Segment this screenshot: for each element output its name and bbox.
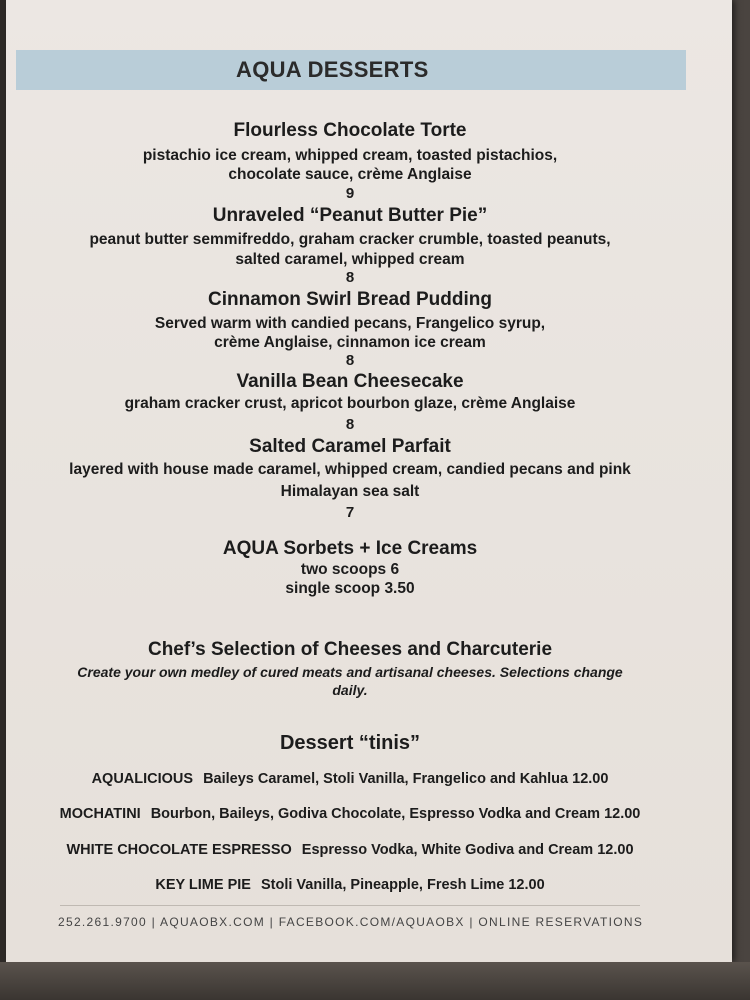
sorbets-single-scoop: single scoop 3.50 (285, 580, 415, 597)
drink-description: Espresso Vodka, White Godiva and Cream 12.00 (301, 842, 634, 858)
item-name: Salted Caramel Parfait (249, 436, 451, 457)
drink-description: Bourbon, Baileys, Godiva Chocolate, Espresso Vodka and Cream 12.00 (150, 806, 641, 822)
cheeses-description: Create your own medley of cured meats and artisanal cheeses. Selections change (77, 664, 623, 680)
tinis-heading: Dessert “tinis” (279, 732, 421, 754)
item-description: pistachio ice cream, whipped cream, toasted pistachios, (142, 147, 558, 164)
drink-row (0, 842, 700, 858)
item-price: 8 (345, 352, 355, 369)
item-name: Cinnamon Swirl Bread Pudding (208, 289, 492, 310)
drink-row (0, 806, 700, 822)
item-description: graham cracker crust, apricot bourbon glaze, crème Anglaise (124, 395, 576, 412)
item-description: crème Anglaise, cinnamon ice cream (214, 334, 486, 351)
item-description: Himalayan sea salt (280, 483, 420, 500)
item-description: salted caramel, whipped cream (235, 251, 465, 268)
drink-name: AQUALICIOUS (91, 771, 194, 787)
cheeses-heading: Chef’s Selection of Cheeses and Charcuterie (147, 639, 553, 660)
item-name: Flourless Chocolate Torte (233, 120, 467, 141)
footer-divider (60, 905, 640, 906)
drink-description: Baileys Caramel, Stoli Vanilla, Frangelico and Kahlua 12.00 (203, 771, 609, 787)
footer-contact: 252.261.9700 | AQUAOBX.COM | FACEBOOK.COM/AQUAOBX | ONLINE RESERVATIONS (58, 915, 644, 929)
item-price: 9 (345, 185, 355, 202)
item-description: layered with house made caramel, whipped cream, candied pecans and pink (69, 461, 631, 478)
page-title: AQUA DESSERTS (236, 57, 429, 82)
drink-name: KEY LIME PIE (155, 877, 251, 893)
item-description: Served warm with candied pecans, Frangelico syrup, (154, 315, 546, 332)
cheeses-description: daily. (332, 682, 368, 698)
item-name: Unraveled “Peanut Butter Pie” (212, 205, 488, 226)
item-price: 8 (345, 269, 355, 286)
item-price: 8 (345, 416, 355, 433)
item-name: Vanilla Bean Cheesecake (236, 371, 464, 392)
drink-name: WHITE CHOCOLATE ESPRESSO (66, 842, 292, 858)
item-price: 7 (345, 504, 355, 521)
drink-name: MOCHATINI (59, 806, 141, 822)
sorbets-heading: AQUA Sorbets + Ice Creams (222, 538, 478, 559)
folder-edge (0, 962, 750, 1000)
item-description: peanut butter semmifreddo, graham cracker crumble, toasted peanuts, (89, 231, 611, 248)
drink-description: Stoli Vanilla, Pineapple, Fresh Lime 12.00 (260, 877, 545, 893)
sorbets-two-scoops: two scoops 6 (300, 561, 400, 578)
item-description: chocolate sauce, crème Anglaise (228, 166, 472, 183)
drink-row (0, 771, 700, 787)
drink-row (0, 877, 700, 893)
